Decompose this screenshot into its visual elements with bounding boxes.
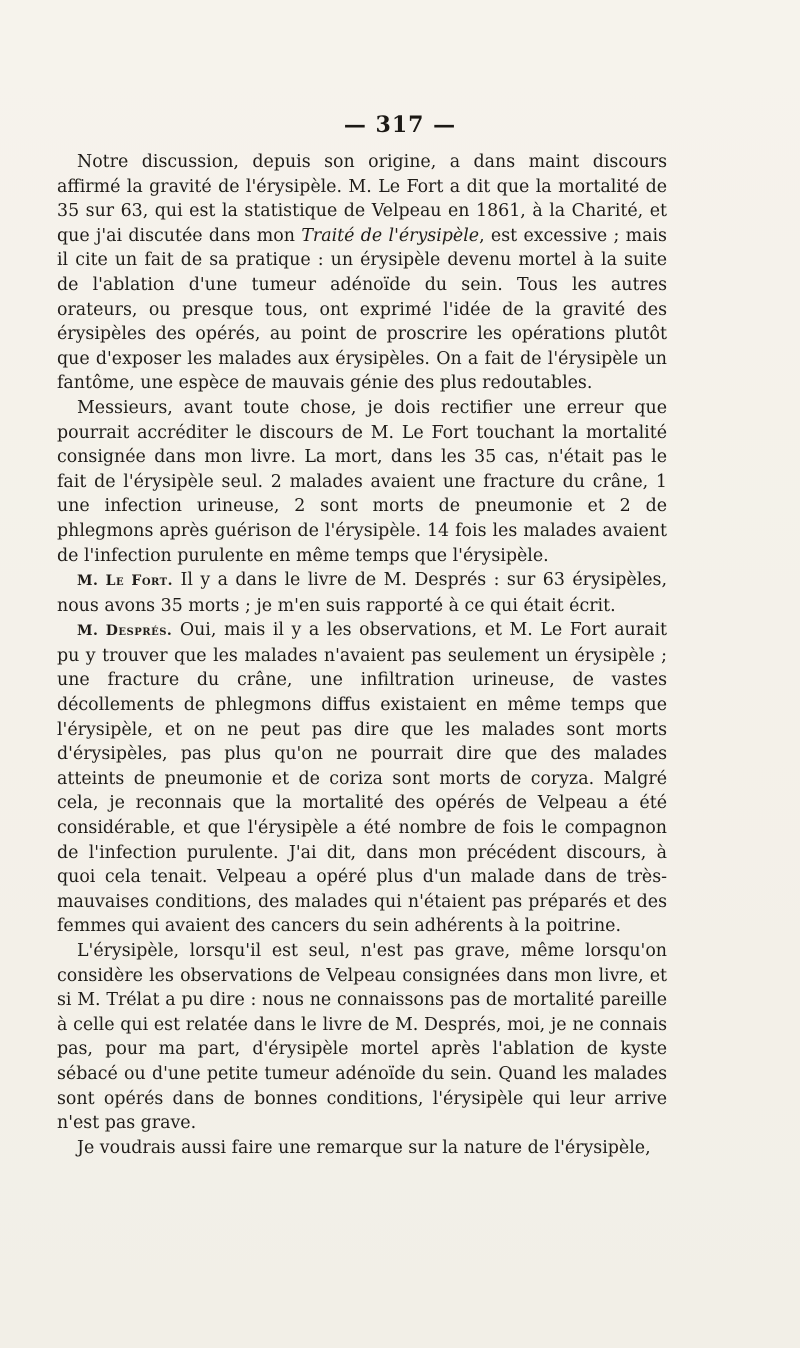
paragraph-5-text: L'érysipèle, lorsqu'il est seul, n'est pas grave, même lorsqu'on considère les observations de Velpeau consignées dans mon livre, et si M. Trélat a pu dire : nous ne connaissons pas de mortalité pareille à celle qui est relatée dans le livre de M. Després, moi, je ne connais pas, pour ma part, d'érysipèle mortel après l'ablation de kyste sébacé ou d'une petite tumeur adénoïde du sein. Quand les malades sont opérés dans de bonnes conditions, l'érysipèle qui leur arrive n'est pas grave. (57, 941, 667, 1134)
page-number: — 317 — (343, 112, 457, 138)
paragraph-5 (57, 939, 667, 1136)
paragraph-1-text-b: , est excessive ; mais il cite un fait de sa pratique : un érysipèle devenu mortel à la suite de l'ablation d'une tumeur adénoïde du sein. Tous les autres orateurs, ou presque tous, ont exprimé l'idée de la gravité des érysipèles des opérés, au point de proscrire les opérations plutôt que d'exposer les malades aux érysipèles. On a fait de l'érysipèle un fantôme, une espèce de mauvais génie des plus redoutables. (57, 225, 667, 394)
paragraph-4 (57, 618, 667, 939)
body-text (57, 150, 667, 1160)
book-title-italic: Traité de l'érysipèle (301, 225, 480, 246)
paragraph-6 (57, 1136, 667, 1161)
paragraph-2-text: Messieurs, avant toute chose, je dois rectifier une erreur que pourrait accréditer le discours de M. Le Fort touchant la mortalité consignée dans mon livre. La mort, dans les 35 cas, n'était pas le fait de l'érysipèle seul. 2 malades avaient une fracture du crâne, 1 une infection urineuse, 2 sont morts de pneumonie et 2 de phlegmons après guérison de l'érysipèle. 14 fois les malades avaient de l'infection purulente en même temps que l'érysipèle. (57, 397, 667, 566)
paragraph-1 (57, 150, 667, 396)
speaker-le-fort: M. Le Fort. (77, 573, 174, 590)
paragraph-1-text-a: Notre discussion, depuis son origine, a dans maint discours affirmé la gravité de l'érysipèle. M. Le Fort a dit que la mortalité de 35 sur 63, qui est la statistique de Velpeau en 1861, à la Charité, et que j'ai discutée dans mon (57, 152, 667, 246)
paragraph-4-text: Oui, mais il y a les observations, et M. Le Fort aurait pu y trouver que les malades n'avaient pas seulement un érysipèle ; une fracture du crâne, une infiltration urineuse, de vastes décollements de phlegmons diffus existaient en même temps que l'érysipèle, et on ne peut pas dire que les malades sont morts d'érysipèles, pas plus qu'on ne pourrait dire que des malades atteints de pneumonie et de coriza sont morts de coryza. Malgré cela, je reconnais que la mortalité des opérés de Velpeau a été considérable, et que l'érysipèle a été nombre de fois le compagnon de l'infection purulente. J'ai dit, dans mon précédent discours, à quoi cela tenait. Velpeau a opéré plus d'un malade dans de très-mauvaises conditions, des malades qui n'étaient pas préparés et des femmes qui avaient des cancers du sein adhérents à la poitrine. (57, 620, 667, 937)
paragraph-6-text: Je voudrais aussi faire une remarque sur la nature de l'érysipèle, (77, 1137, 651, 1158)
speaker-despres: M. Després. (77, 623, 173, 640)
paragraph-3 (57, 568, 667, 618)
paragraph-3-text: Il y a dans le livre de M. Després : sur 63 érysipèles, nous avons 35 morts ; je m'en suis rapporté à ce qui était écrit. (57, 570, 667, 616)
paragraph-2 (57, 396, 667, 568)
